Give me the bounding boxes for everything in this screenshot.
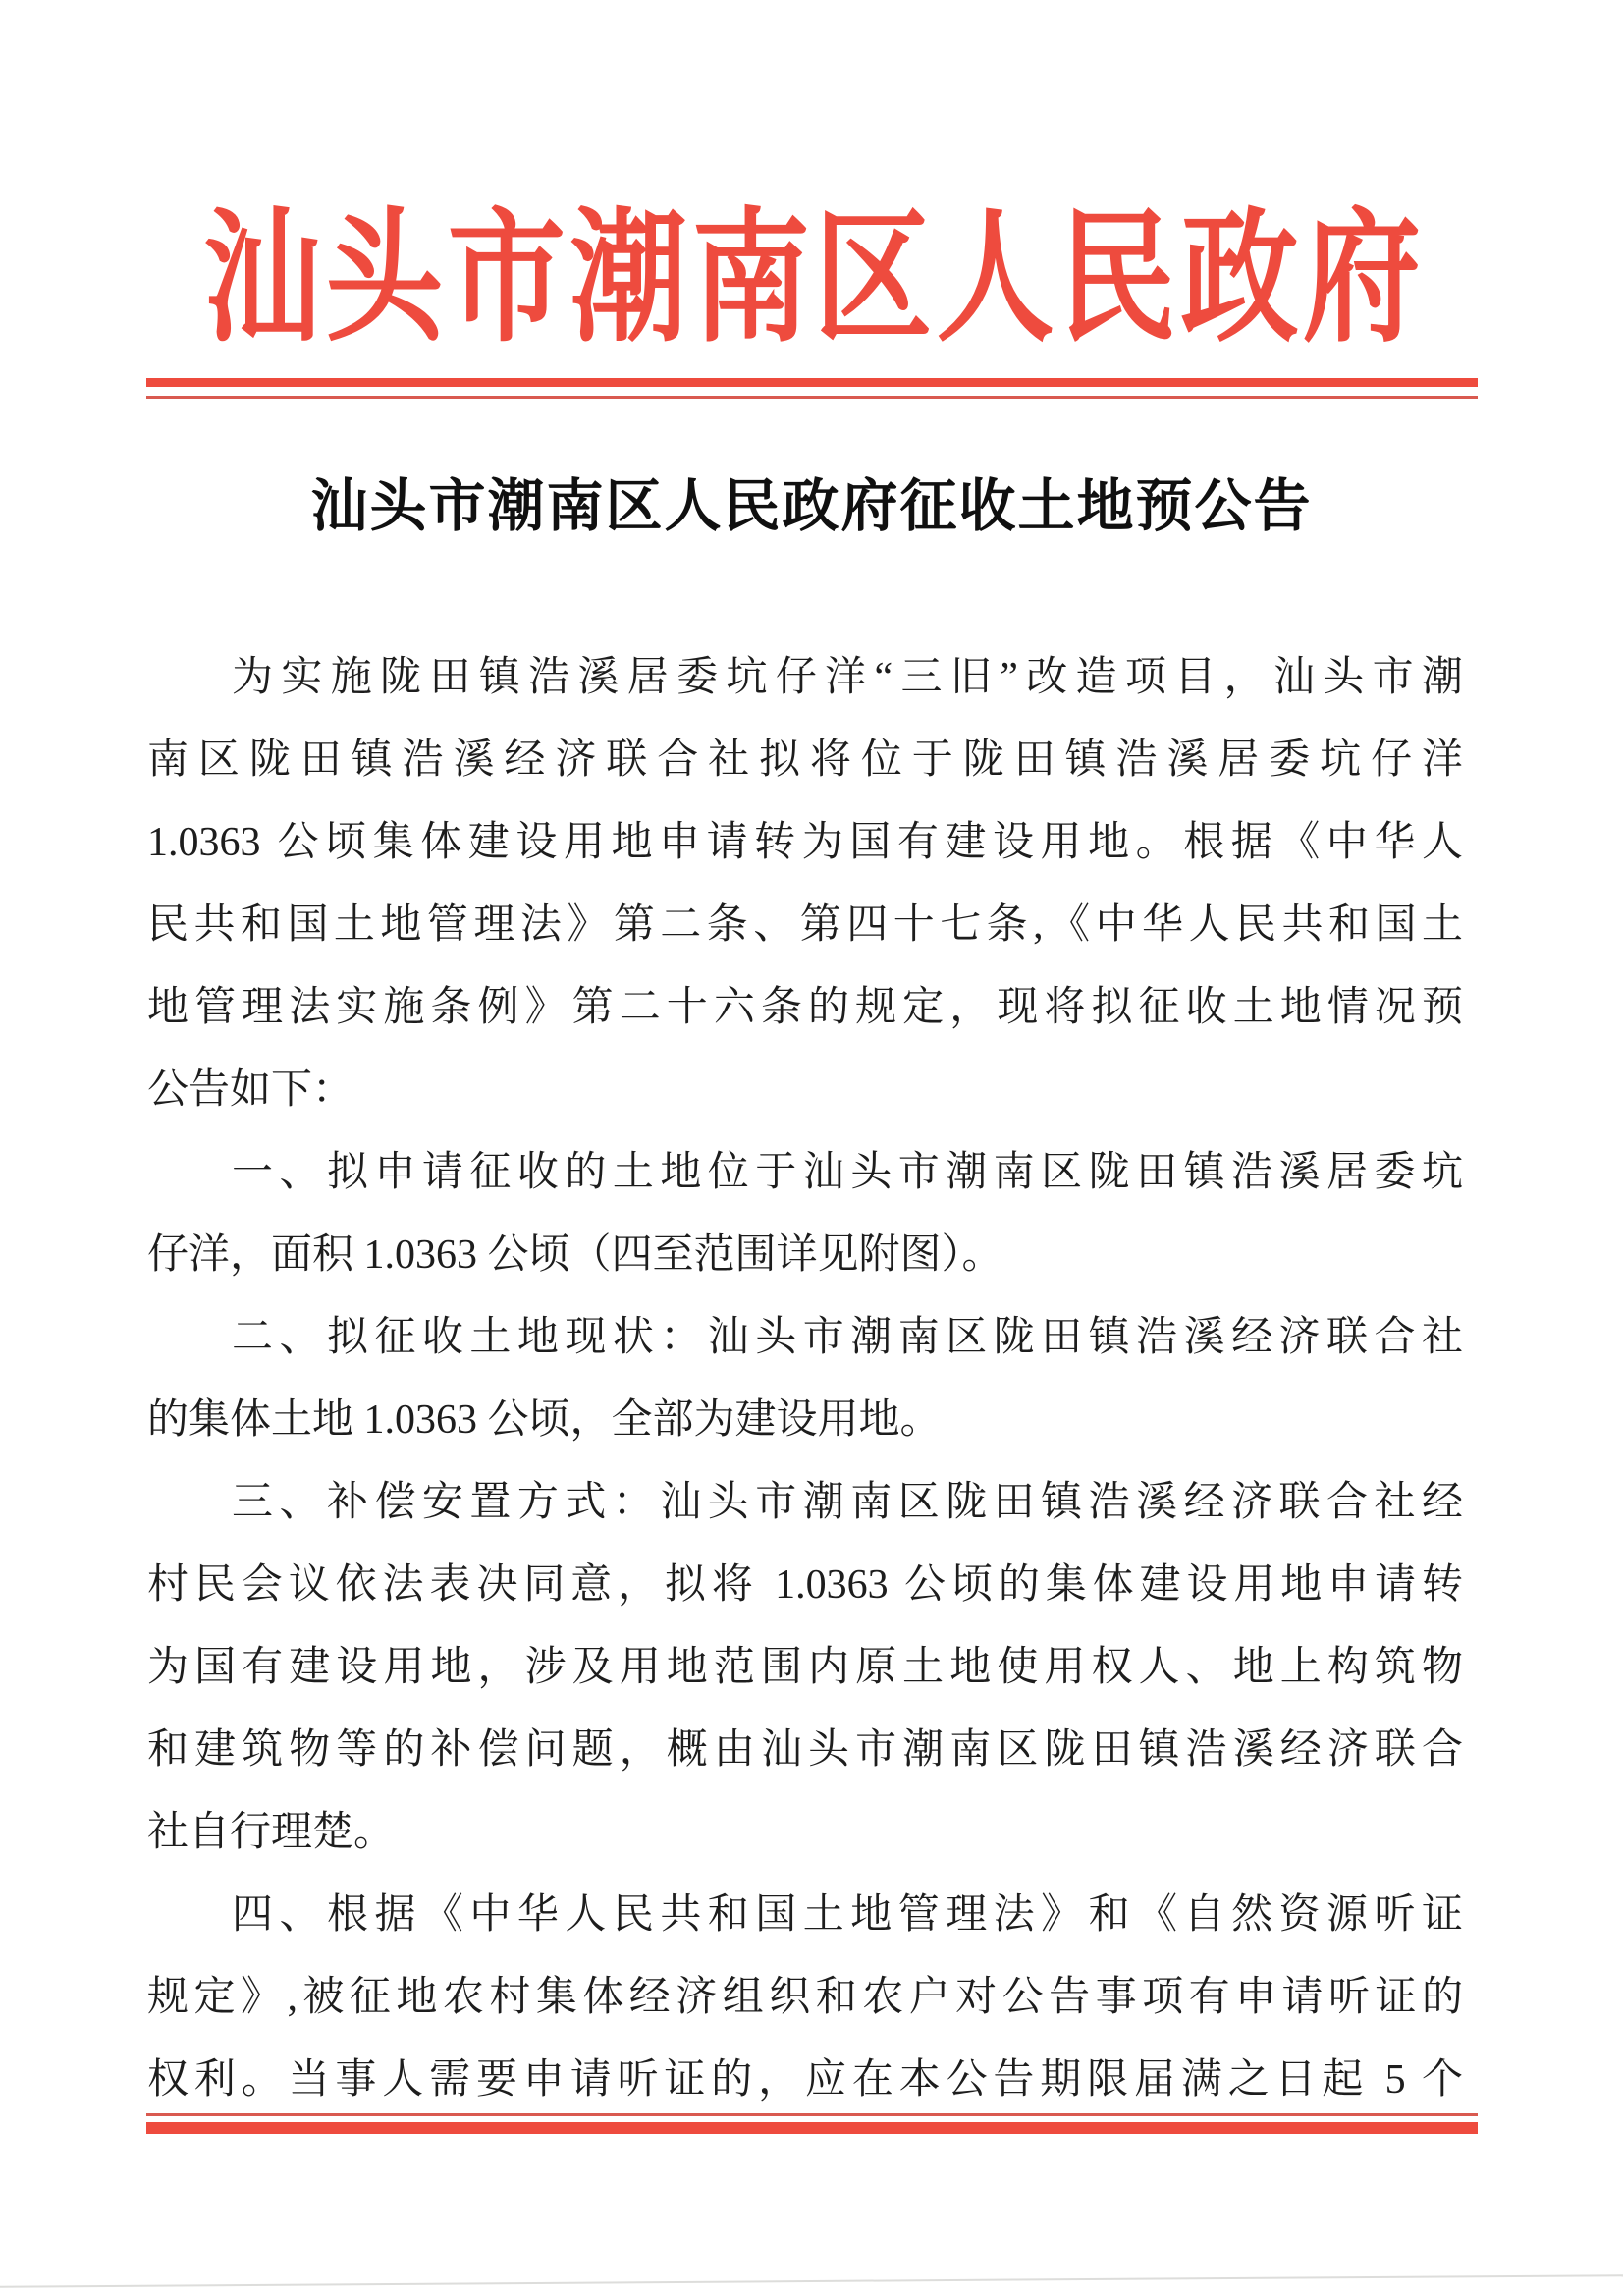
document-title: 汕头市潮南区人民政府征收土地预公告 xyxy=(310,474,1313,538)
footer-rule-thin xyxy=(146,2113,1478,2116)
body-text-line: 社自行理楚。 xyxy=(147,1810,396,1855)
body-text-line: 为国有建设用地，涉及用地范围内原土地使用权人、地上构筑物 xyxy=(147,1645,1463,1690)
body-text-line: 二、拟征收土地现状：汕头市潮南区陇田镇浩溪经济联合社 xyxy=(232,1315,1463,1360)
body-text-line: 民共和国土地管理法》第二条、第四十七条,《中华人民共和国土 xyxy=(147,902,1463,948)
body-text-line: 规定》,被征地农村集体经济组织和农户对公告事项有申请听证的 xyxy=(147,1975,1463,2020)
body-text-line: 公告如下： xyxy=(147,1067,354,1113)
body-text-line: 四、根据《中华人民共和国土地管理法》和《自然资源听证 xyxy=(232,1892,1463,1938)
body-text-line: 一、拟申请征收的土地位于汕头市潮南区陇田镇浩溪居委坑 xyxy=(232,1150,1463,1195)
scan-edge-artifact xyxy=(0,2274,1623,2288)
body-text-line: 的集体土地 1.0363 公顷，全部为建设用地。 xyxy=(147,1397,942,1443)
masthead-char: 人 xyxy=(936,199,1055,359)
header-rule-thin xyxy=(146,396,1478,399)
body-text-line: 为实施陇田镇浩溪居委坑仔洋“三旧”改造项目，汕头市潮 xyxy=(232,655,1463,700)
body-text-line: 村民会议依法表决同意，拟将 1.0363 公顷的集体建设用地申请转 xyxy=(147,1562,1463,1608)
body-text-line: 权利。当事人需要申请听证的，应在本公告期限届满之日起 5 个 xyxy=(147,2057,1463,2103)
body-text-line: 和建筑物等的补偿问题，概由汕头市潮南区陇田镇浩溪经济联合 xyxy=(147,1727,1463,1773)
body-text-line: 仔洋，面积 1.0363 公顷（四至范围详见附图）。 xyxy=(147,1232,1003,1278)
masthead-char: 民 xyxy=(1058,199,1177,359)
masthead-char: 市 xyxy=(447,199,566,359)
masthead-char: 汕 xyxy=(203,199,321,359)
body-text-line: 南区陇田镇浩溪经济联合社拟将位于陇田镇浩溪居委坑仔洋 xyxy=(147,738,1463,783)
document-body xyxy=(147,636,1463,2121)
footer-rule-thick xyxy=(146,2122,1478,2134)
masthead-char: 头 xyxy=(325,199,444,359)
masthead-char: 府 xyxy=(1302,199,1421,359)
masthead-char: 区 xyxy=(814,199,933,359)
body-text-line: 1.0363 公顷集体建设用地申请转为国有建设用地。根据《中华人 xyxy=(147,820,1463,865)
header-rule-thick xyxy=(146,378,1478,387)
body-text-line: 地管理法实施条例》第二十六条的规定，现将拟征收土地情况预 xyxy=(147,985,1463,1030)
masthead-char: 政 xyxy=(1180,199,1299,359)
masthead-title xyxy=(203,199,1421,359)
masthead-char: 南 xyxy=(691,199,810,359)
masthead-char: 潮 xyxy=(569,199,688,359)
body-text-line: 三、补偿安置方式：汕头市潮南区陇田镇浩溪经济联合社经 xyxy=(232,1480,1463,1525)
